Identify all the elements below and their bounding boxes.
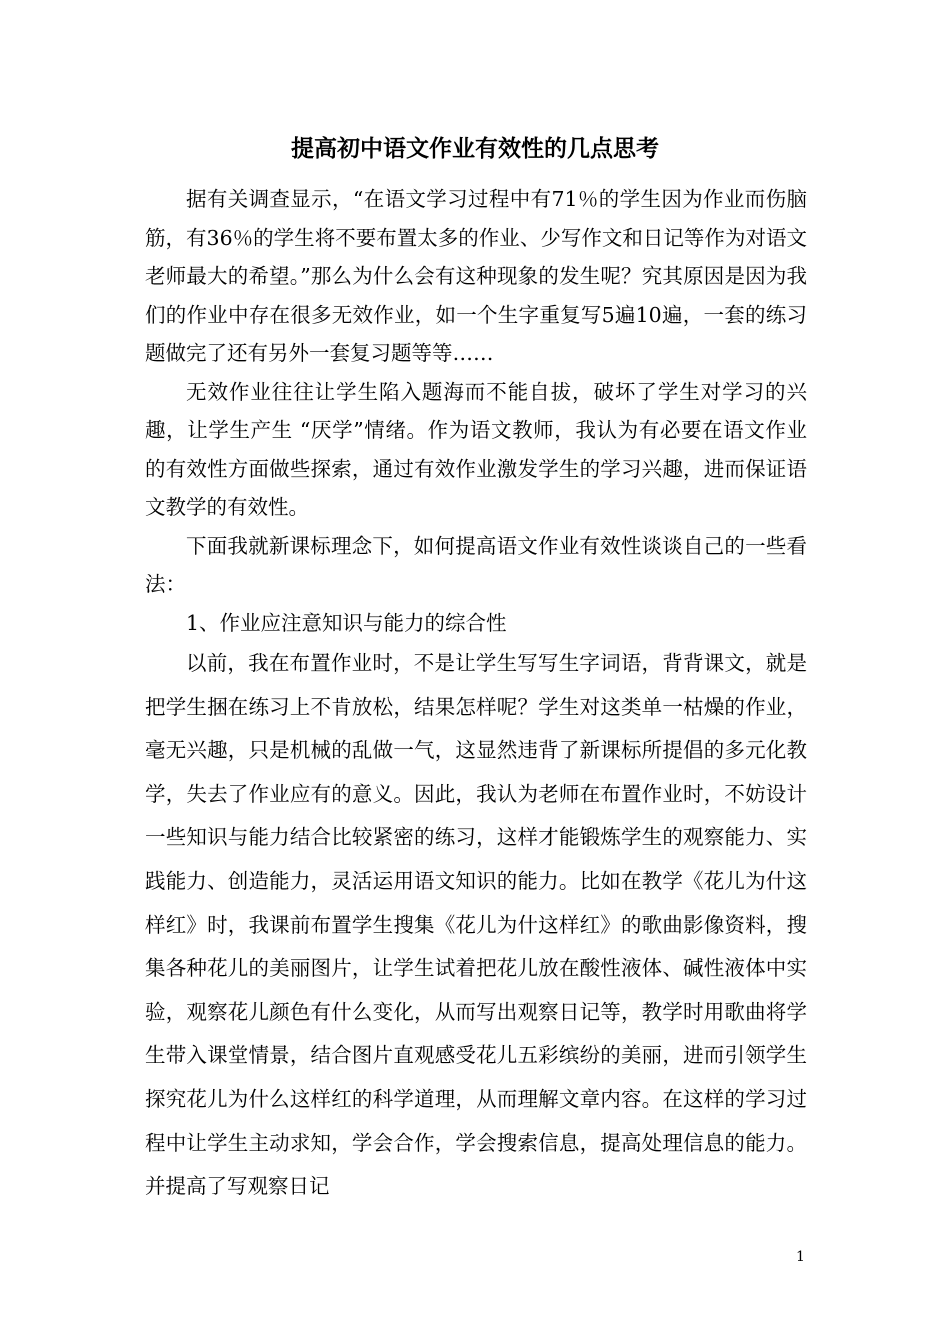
document-title: 提高初中语文作业有效性的几点思考 — [291, 135, 659, 162]
paragraph-introduction: 下面我就新课标理念下，如何提高语文作业有效性谈谈自己的一些看法： — [145, 533, 807, 596]
page-number: 1 — [796, 1249, 805, 1265]
paragraph-survey: 据有关调查显示，“在语文学习过程中有71％的学生因为作业而伤脑筋，有36％的学生将不要布置太多的作业、少写作文和日记等作为对语文老师最大的希望。”那么为什么会有这种现象的发生呢？究其原因是因为我们的作业中存在很多无效作业，如一个生字重复写5遍10遍，一套的练习题做完了还有另外一套复习题等等…… — [145, 187, 807, 365]
section-heading: 1、作业应注意知识与能力的综合性 — [186, 610, 507, 635]
paragraph-example: 以前，我在布置作业时，不是让学生写写生字词语，背背课文，就是把学生捆在练习上不肯放松，结果怎样呢？学生对这类单一枯燥的作业，毫无兴趣，只是机械的乱做一气，这显然违背了新课标所提倡的多元化教学，失去了作业应有的意义。因此，我认为老师在布置作业时，不妨设计一些知识与能力结合比较紧密的练习，这样才能锻炼学生的观察能力、实践能力、创造能力，灵活运用语文知识的能力。比如在教学《花儿为什这样红》时，我课前布置学生搜集《花儿为什这样红》的歌曲影像资料，搜集各种花儿的美丽图片，让学生试着把花儿放在酸性液体、碱性液体中实验，观察花儿颜色有什么变化，从而写出观察日记等，教学时用歌曲将学生带入课堂情景，结合图片直观感受花儿五彩缤纷的美丽，进而引领学生探究花儿为什么这样红的科学道理，从而理解文章内容。在这样的学习过程中让学生主动求知，学会合作，学会搜索信息，提高处理信息的能力。并提高了写观察日记 — [145, 651, 807, 1199]
document-body — [145, 180, 807, 1209]
paragraph-ineffective-homework: 无效作业往往让学生陷入题海而不能自拔，破坏了学生对学习的兴趣，让学生产生 “厌学”情绪。作为语文教师，我认为有必要在语文作业的有效性方面做些探索，通过有效作业激发学生的学习兴趣，进而保证语文教学的有效性。 — [145, 379, 807, 519]
